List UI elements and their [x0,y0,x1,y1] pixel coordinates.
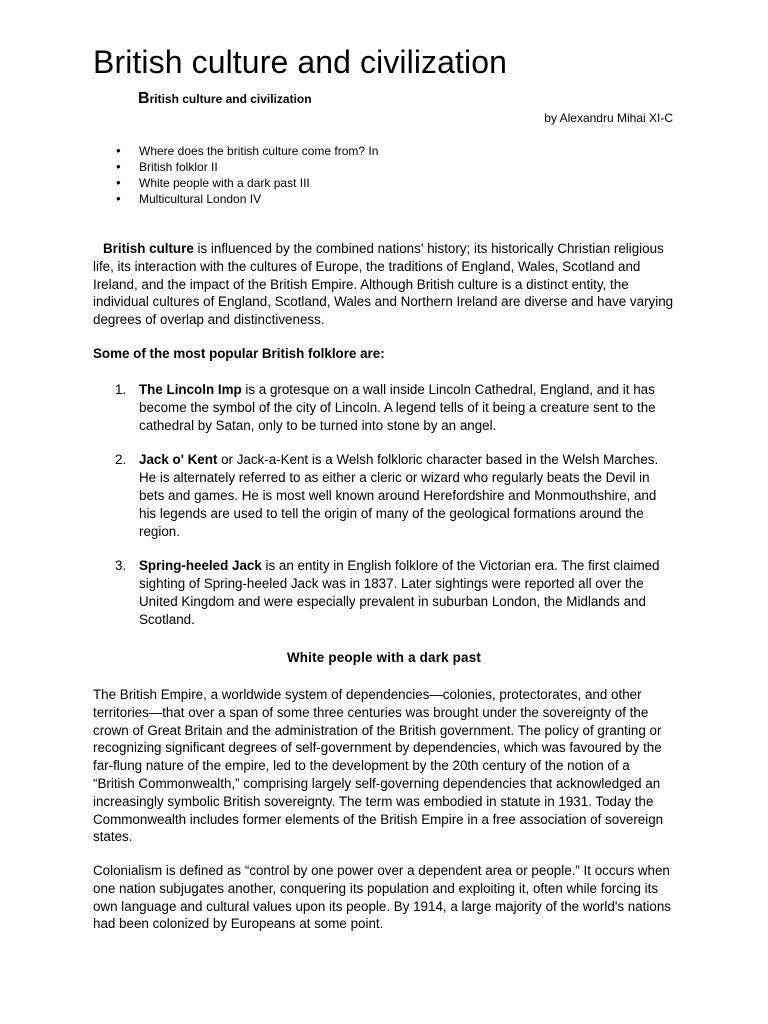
toc-item: ● British folklor II [93,159,378,175]
document-subtitle [138,89,312,109]
list-number: 2. [115,452,127,468]
document-title: British culture and civilization [93,44,508,80]
list-item [93,451,675,540]
intro-paragraph [93,240,675,329]
folklore-text: or Jack-a-Kent is a Welsh folkloric character based in the Welsh Marches. He is alternately referred to as either a cleric or wizard who regularly beats the Devil in bets and games. He is most well known around Herefordshire and Monmouthshire, and his legends are used to tell the origin of many of the geological formations around the region. [139,452,659,539]
toc-item: ● White people with a dark past III [93,175,378,191]
folklore-text: is an entity in English folklore of the Victorian era. The first claimed sighting of Spring-heeled Jack was in 1837. Later sightings were reported all over the United Kingdom and were especially prevalent in suburban London, the Midlands and Scotland. [139,558,660,627]
list-item [93,557,675,628]
table-of-contents [93,143,378,207]
list-number: 3. [115,558,127,574]
intro-text: is influenced by the combined nations' history; its historically Christian religious life, its interaction with the cultures of Europe, the traditions of England, Wales, Scotland and Ireland, and the impact of the British Empire. Although British culture is a distinct entity, the individual cultures of England, Scotland, Wales and Northern Ireland are diverse and have varying degrees of overlap and distinctiveness. [93,241,674,328]
intro-term: British culture [103,241,194,256]
list-number: 1. [115,382,127,397]
folklore-text: is a grotesque on a wall inside Lincoln Cathedral, England, and it has become the symbol of the city of Lincoln. A legend tells of it being a creature sent to the cathedral by Satan, only to be turned into stone by an angel. [139,382,656,433]
subtitle-text: ritish culture and civilization [149,92,312,106]
folklore-term: Spring-heeled Jack [139,558,262,574]
folklore-term: The Lincoln Imp [139,382,242,397]
empire-paragraph: The British Empire, a worldwide system of dependencies—colonies, protectorates, and other territories—that over a span of some three centuries was brought under the sovereignty of the crown of Great Britain and the administration of the British government. The policy of granting or recognizing significant degrees of self-government by dependencies, which was favoured by the far-flung nature of the empire, led to the development by the 20th century of the notion of a “British Commonwealth,” comprising largely self-governing dependencies that acknowledged an increasingly symbolic British sovereignty. The term was embodied in statute in 1931. Today the Commonwealth includes former elements of the British Empire in a free association of sovereign states. [93,687,664,845]
list-item [93,381,675,434]
author-byline: by Alexandru Mihai XI-C [544,111,673,125]
toc-item: ● Multicultural London IV [93,191,378,207]
folklore-term: Jack o' Kent [139,452,218,468]
colonialism-paragraph: Colonialism is defined as “control by one power over a dependent area or people.” It occurs when one nation subjugates another, conquering its population and exploiting it, often while forcing its own language and cultural values upon its people. By 1914, a large majority of the world's nations had been colonized by Europeans at some point. [93,863,671,932]
folklore-list [93,381,675,629]
section-heading: White people with a dark past [286,650,482,665]
folklore-heading: Some of the most popular British folklore are: [93,346,385,361]
toc-item: ● Where does the british culture come from? In [93,143,378,159]
subtitle-initial: B [138,90,150,107]
